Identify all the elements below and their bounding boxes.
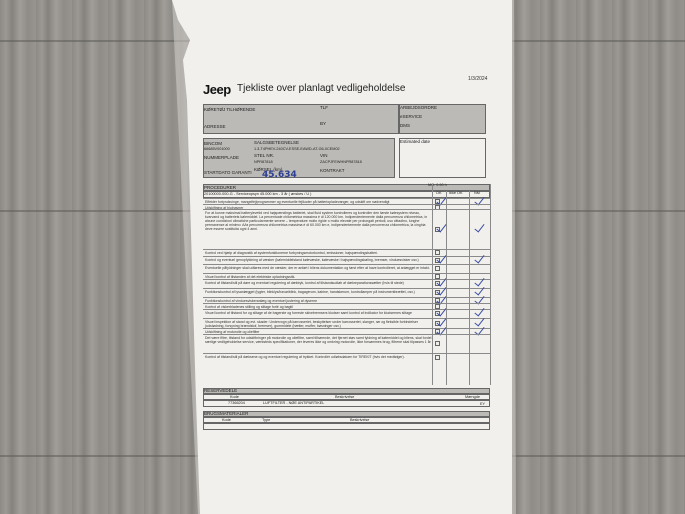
parts-row <box>203 400 490 407</box>
procedure-text: Det være filtre, tilstand for udskiftninger på motorolie og oliefiltre, samt tilhørende, det fjernet støv samt fyldning af kølemiddel og bilens, skal fordel særlige vedligeholdelse service, værksteds specifikationer, der leveres ikke og omkring motorolie, ikke forsømmes brug, filtrene skal tilpasses 1 år <box>205 336 432 345</box>
procedure-text: Visuel inspektion af stand og evt. skader: Undervogn på karrosseriet, beskyttelser under karrosseriet, slanger, rør og fleksible forbindelser (udstødning, forsyning brændstof, bremser), gummidele (hætter, muffer, bøsninger osv.) <box>205 320 418 329</box>
sales-designation-label: SALGSBETEGNELSE <box>254 140 300 145</box>
ok-checkbox[interactable] <box>435 341 440 346</box>
procedure-text: Kontrol af tilstand/stil på dæksene og og eventuel regulering af trykket. Kontrollér udløbsdatoen for TIREKIT (hvis det medfølger). <box>205 355 405 359</box>
estimated-block <box>399 138 486 178</box>
mo-time-label: MO: 0.90 h <box>428 183 447 187</box>
city-label: BY <box>320 121 327 126</box>
handwritten-check-icon <box>475 222 485 234</box>
consumables-label: BRUGSMATERIALER <box>204 411 249 416</box>
col-divider <box>432 184 433 385</box>
phone-label: TLF <box>320 105 329 110</box>
frame-value: NPR87818 <box>254 160 273 164</box>
jeep-logo: Jeep <box>203 82 231 97</box>
part-description: LUFTFILTER - NØE ANTIPARTIKEL <box>263 401 325 405</box>
ok-checkbox[interactable] <box>435 266 440 271</box>
dms-label: DMS <box>400 123 410 128</box>
consumables-col-code: Kode <box>222 418 231 422</box>
col-divider <box>469 191 470 385</box>
mileage-label: KØRSEL (km) <box>254 167 283 172</box>
owner-label: KØRETØJ TILHØRENDE <box>204 107 256 112</box>
consumables-row <box>203 423 490 430</box>
procedures-label: PROCEDURER <box>204 185 237 190</box>
consumables-col-type: Type <box>262 418 271 422</box>
part-quantity: EY <box>480 402 486 406</box>
col-ok: OK <box>436 191 442 195</box>
procedure-text: Visuel kontrol af tilstanden af det elektriske opladningsstik. <box>205 275 296 279</box>
eservice-label: eSERVICE <box>400 114 423 119</box>
document-title: Tjekliste over planlagt vedligeholdelse <box>237 83 406 94</box>
procedure-text: Kontrol og eventuel genopfyldning af væsker (kølemiddelstand kølevæske, kølevæske i højspændingskøling, bremser, vinduesvisker osv.) <box>205 258 419 262</box>
parts-col-description: Beskrivelse <box>335 395 355 399</box>
document-date: 1/3/2024 <box>468 76 488 82</box>
consumables-col-description: Beskrivelse <box>350 418 370 422</box>
procedure-text: Funktionskontrol af lysanlægget (lygter, blinklys/havariblink, bagagerum, kabine, handskerum, kontrollamper på instrumentbrættet, osv.) <box>205 290 415 294</box>
procedure-text: Eventuelle påfyldninger skal udføres med de væsker, der er anført i bilens dokumentation og først efter at have kontrolleret, at anlægget er intakt. <box>205 266 430 270</box>
parts-col-code: Kode <box>230 395 239 399</box>
ok-checkbox[interactable] <box>435 355 440 360</box>
sales-designation-value: 1.3-T4PHEV-240CV-ESSE-EAWD-AT-G6-0CEM02 <box>254 147 340 151</box>
plate-label: NUMMERPLADE <box>204 155 240 160</box>
vin-label: VIN <box>320 153 328 158</box>
procedure-text: Kontrol af viskerbladenes stilling og slitage forlé og bagtil <box>205 305 293 309</box>
address-label: ADRESSE <box>204 124 226 129</box>
procedure-text: Kontrol af tilstand/stil på døre og eventuel regulering af dæktryk, kontrol af tilstandsudløb af dækreparationssætter (hvis til stede) <box>205 281 404 285</box>
service-package-label: 20100000-000-G - Serviceopsyn 45.000 km - 3 år ( ønskes / U ) <box>204 192 312 196</box>
procedure-text: Visuel kontrol af tilstand for og slitage af de bagerste og forreste skivebremsers klodser samt kontrol af indikator for klodsernes slitage <box>205 311 412 315</box>
procedure-text: Udskiftning af motorolie og oliefilter <box>205 330 260 334</box>
col-divider <box>490 184 491 385</box>
part-code: 77366204 <box>228 401 245 405</box>
vin-value: ZACPJFEWHNPR87818 <box>320 160 362 164</box>
procedure-text: Kontrol ved hjælp af diagnostik af systemfunktionerne forbyningsmotorkontrol, emissioner, højspændingsbatteri. <box>205 251 378 255</box>
contract-label: KONTRAKT <box>320 168 345 173</box>
procedure-text: Udskiftning af hjulnavner <box>205 206 244 210</box>
frame-label: STEL NR. <box>254 153 275 158</box>
bincom-label: BINCOM <box>204 141 222 146</box>
estimated-date-label: Estimated date <box>400 139 431 144</box>
parts-col-quantity: Mængde <box>465 395 480 399</box>
procedures-header <box>203 184 490 191</box>
procedure-text: Effektér fortyndsvinge, mangelfejlprogrammer og eventuelle fejlkoder på batteriopladevanger, og udskift om nødvendigt <box>205 200 390 204</box>
col-nm: NM <box>474 191 480 195</box>
procedure-text: Funktionskontrol af vinduesviskeranlæg og eventuel justering af dyserne <box>205 299 318 303</box>
bincom-value: 66685V001000 <box>204 147 230 151</box>
procedure-text: For at kunne maksimal batterylevetid ved højspændings batteriet, skal fluid system kontrolleres og kontroller den første kølesystem niveau, kvarvand og batteriets kølemiddel. La percentuale chilometrica massima è di 120.000 km. Indipendentemente dalla percorrenza chilometrica, in alcune condizioni climatiche particolarmente severe – temperature molto rigide o molto elevate per prolungati periodi, uso cittadino, lunghe permanenze al minimo: A/la percorrenza chilometrica massima è di 60.000 km e, indipendentemente dalla percorrenza chilometrica, la cinghia deve essere sostituita ogni 4 anni. <box>205 211 428 232</box>
parts-label: RESERVEDELE <box>204 388 238 393</box>
warranty-start-label: STARTDATO GARANTI <box>204 170 252 175</box>
work-order-label: ARBEJDSORDRE <box>400 105 438 110</box>
handwritten-mileage: 45.634 <box>262 170 297 180</box>
col-divider <box>446 191 447 385</box>
col-not-ok: Ikke OK <box>449 191 463 195</box>
